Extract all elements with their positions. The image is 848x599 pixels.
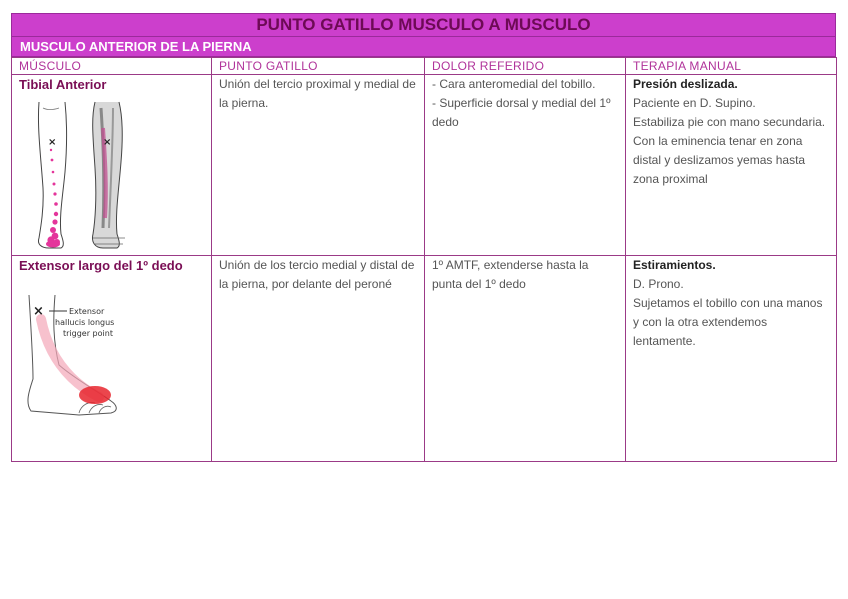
referred-pain-line: - Cara anteromedial del tobillo.: [432, 77, 596, 91]
therapy-line: Con la eminencia tenar en zona distal y deslizamos yemas hasta zona proximal: [633, 134, 806, 186]
section-header: MUSCULO ANTERIOR DE LA PIERNA: [11, 37, 836, 57]
manual-therapy-cell: [626, 75, 837, 256]
figure-label-line: Extensor: [69, 307, 105, 316]
column-header-manual-therapy: TERAPIA MANUAL: [626, 58, 837, 75]
tibialis-anterior-illustration: [19, 98, 139, 250]
referred-pain-line: 1º AMTF, extenderse hasta la punta del 1º dedo: [432, 258, 589, 291]
column-header-referred-pain: DOLOR REFERIDO: [425, 58, 626, 75]
therapy-title: Estiramientos.: [633, 258, 716, 272]
figure-label-line: trigger point: [63, 329, 113, 338]
column-header-row: [12, 58, 837, 75]
referred-pain-cell: [425, 75, 626, 256]
manual-therapy-cell: [626, 256, 837, 462]
muscle-table: [11, 57, 837, 462]
muscle-cell: [12, 75, 212, 256]
table-row: [12, 75, 837, 256]
trigger-point-sheet: [11, 13, 836, 462]
trigger-point-cell: Unión de los tercio medial y distal de la pierna, por delante del peroné: [212, 256, 425, 462]
referred-pain-cell: [425, 256, 626, 462]
muscle-name: Tibial Anterior: [19, 77, 107, 92]
therapy-line: Estabiliza pie con mano secundaria.: [633, 115, 826, 129]
therapy-title: Presión deslizada.: [633, 77, 738, 91]
extensor-hallucis-illustration: [19, 279, 149, 419]
table-row: [12, 256, 837, 462]
column-header-trigger-point: PUNTO GATILLO: [212, 58, 425, 75]
referred-pain-line: - Superficie dorsal y medial del 1º dedo: [432, 96, 611, 129]
trigger-point-cell: Unión del tercio proximal y medial de la pierna.: [212, 75, 425, 256]
therapy-line: D. Prono.: [633, 277, 684, 291]
page-title: PUNTO GATILLO MUSCULO A MUSCULO: [11, 13, 836, 37]
svg-text:×: ×: [103, 137, 112, 148]
figure-label-line: hallucis longus: [55, 318, 115, 327]
muscle-name: Extensor largo del 1º dedo: [19, 258, 183, 273]
svg-text:×: ×: [33, 304, 44, 319]
muscle-cell: [12, 256, 212, 462]
column-header-muscle: MÚSCULO: [12, 58, 212, 75]
therapy-line: Paciente en D. Supino.: [633, 96, 756, 110]
svg-text:×: ×: [48, 137, 57, 148]
therapy-line: Sujetamos el tobillo con una manos y con la otra extendemos lentamente.: [633, 296, 823, 348]
